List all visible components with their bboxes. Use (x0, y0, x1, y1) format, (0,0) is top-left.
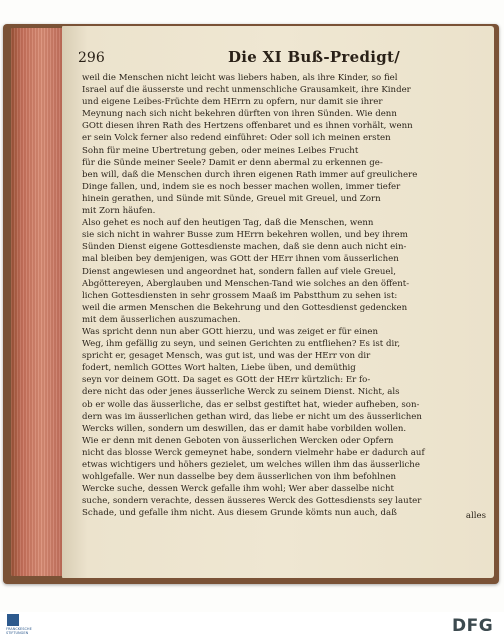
text-line: er sein Volck ferner also redend einführet: Oder soll ich meinen ersten (82, 133, 391, 144)
book-fore-edge (11, 28, 67, 576)
text-line: Wercke suche, dessen Werck gefalle ihm wohl; Wer aber dasselbe nicht (82, 484, 394, 495)
francke-logo[interactable] (6, 614, 32, 638)
francke-logo-text: FRANCKESCHE STIFTUNGEN (6, 627, 32, 635)
text-line: mit Zorn häufen. (82, 206, 156, 217)
text-line: Sohn für meine Ubertretung geben, oder meines Leibes Frucht (82, 145, 359, 156)
text-line: sie sich nicht in wahrer Busse zum HErrn bekehren wollen, und bey ihrem (82, 230, 408, 241)
text-line: GOtt diesen ihren Rath des Hertzens offenbaret und es ihnen vorhält, wenn (82, 121, 413, 132)
text-line: spricht er, gesaget Mensch, was gut ist, und was der HErr von dir (82, 351, 371, 362)
page-number: 296 (78, 50, 105, 66)
text-line: Israel auf die äusserste und recht unmenschliche Grausamkeit, ihre Kinder (82, 85, 411, 96)
text-line: Wercks willen, sondern um deswillen, das er damit habe vorbilden wollen. (82, 423, 407, 434)
text-line: Was spricht denn nun aber GOtt hierzu, und was zeiget er für einen (82, 326, 379, 337)
text-line: wohlgefalle. Wer nun dasselbe bey dem äusserlichen von ihm befohlnen (82, 472, 397, 483)
text-line: dere nicht das oder jenes äusserliche Werck zu seinem Dienst. Nicht, als (82, 387, 400, 398)
text-line: ben will, daß die Menschen durch ihren eigenen Rath immer auf greulichere (82, 169, 418, 180)
text-line: Weg, ihm gefällig zu seyn, und seinen Gerichten zu entfliehen? Es ist dir, (82, 339, 401, 350)
text-line: nicht das blosse Werck gemeynet habe, sondern vielmehr habe er dadurch auf (82, 447, 425, 458)
text-line: Meynung nach sich nicht bekehren dürften von ihren Sünden. Wie denn (82, 109, 397, 120)
text-line: hinein gerathen, und Sünde mit Sünde, Greuel mit Greuel, und Zorn (82, 193, 381, 204)
page-header (78, 48, 486, 68)
text-line: ob er wolle das äusserliche, das er selbst gestiftet hat, wieder aufheben, son- (82, 399, 420, 410)
running-title: Die XI Buß-Predigt/ (228, 48, 401, 66)
text-line: Wie er denn mit denen Geboten von äusserlichen Wercken oder Opfern (82, 435, 394, 446)
text-line: mit dem äusserlichen auszumachen. (82, 314, 241, 325)
francke-logo-icon (7, 614, 19, 626)
text-line: Abgöttereyen, Aberglauben und Menschen-Tand wie solches an den öffent- (82, 278, 410, 289)
catchword: alles (465, 511, 486, 521)
text-line: etwas wichtigers und höhers gezielet, um welches willen ihm das äusserliche (82, 460, 420, 470)
text-line: Also gehet es noch auf den heutigen Tag, daß die Menschen, wenn (82, 218, 374, 229)
dfg-logo[interactable]: DFG (452, 616, 494, 636)
text-line: suche, sondern verachte, dessen äusseres Werck des Gottesdiensts sey lauter (82, 496, 422, 507)
page-text (82, 72, 486, 519)
text-line: mal bleiben bey demjenigen, was GOtt der HErr ihnen vom äusserlichen (82, 254, 399, 265)
text-line: Schade, und gefalle ihm nicht. Aus diesem Grunde kömts nun auch, daß (82, 508, 397, 519)
viewer-footer (0, 612, 504, 641)
text-line: seyn vor deinem GOtt. Da saget es GOtt der HErr kürtzlich: Er fo- (82, 375, 371, 386)
text-line: weil die Menschen nicht leicht was liebers haben, als ihre Kinder, so fiel (82, 73, 398, 83)
text-line: dern was im äusserlichen gethan wird, das liebe er nicht um des äusserlichen (82, 411, 422, 422)
text-line: lichen Gottesdiensten in sehr grossem Maaß im Pabstthum zu sehen ist: (82, 290, 398, 301)
text-line: Sünden Dienst eigene Gottesdienste machen, daß sie denn auch nicht ein- (82, 242, 407, 253)
text-line: weil die armen Menschen die Bekehrung und den Gottesdienst gedencken (82, 302, 408, 313)
text-line: fodert, nemlich GOttes Wort halten, Liebe üben, und demüthig (82, 363, 356, 374)
text-line: Dienst angewiesen und angeordnet hat, sondern fallen auf viele Greuel, (82, 266, 396, 277)
text-line: und eigene Leibes-Früchte dem HErrn zu opfern, nur damit sie ihrer (82, 97, 383, 108)
text-line: Dinge fallen, und, indem sie es noch besser machen wollen, immer tiefer (82, 181, 401, 192)
text-line: für die Sünde meiner Seele? Damit er denn abermal zu erkennen ge- (82, 157, 383, 168)
